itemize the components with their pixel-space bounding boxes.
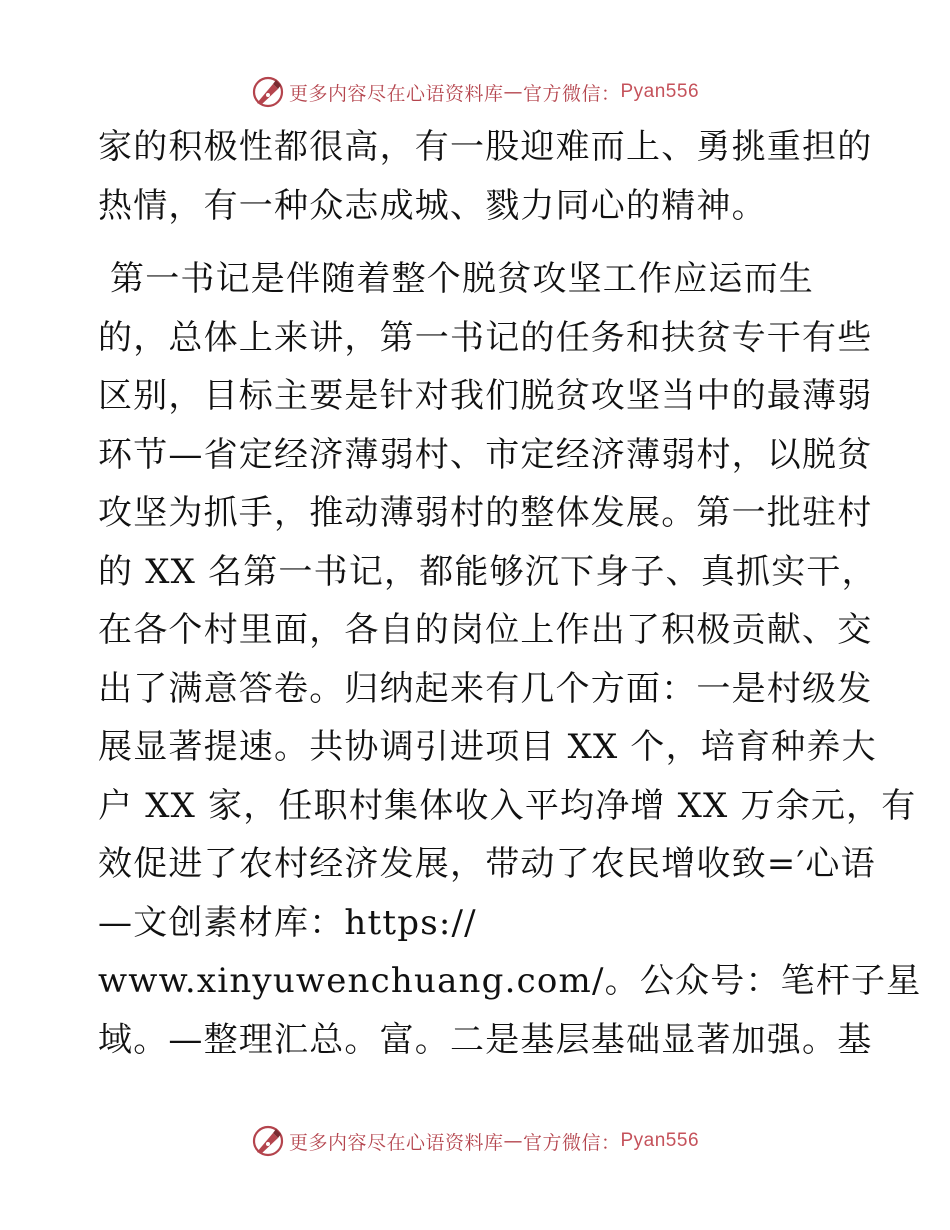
footer-watermark-banner	[0, 1121, 950, 1161]
header-watermark-banner	[0, 72, 950, 112]
pen-nib-logo-icon	[251, 75, 285, 109]
paragraph	[98, 250, 922, 1069]
watermark-main-text: 更多内容尽在心语资料库	[288, 82, 504, 105]
text-line: 区别，目标主要是针对我们脱贫攻坚当中的最薄弱	[98, 376, 873, 416]
watermark-official-label: 官方微信：	[522, 82, 621, 105]
text-line: 在各个村里面，各自的岗位上作出了积极贡献、交	[98, 610, 873, 650]
document-body	[98, 118, 922, 1069]
text-line: 的，总体上来讲，第一书记的任务和扶贫专干有些	[98, 317, 873, 358]
watermark-wechat-id: Pyan556	[620, 81, 700, 102]
pen-nib-logo-icon	[251, 1124, 285, 1158]
text-line: —文创素材库：https://	[98, 902, 477, 943]
text-line: www.xinyuwenchuang.com/。公众号：笔杆子星	[98, 961, 922, 1001]
watermark-main-text: 更多内容尽在心语资料库	[288, 1131, 504, 1154]
text-line: 家的积极性都很高，有一股迎难而上、勇挑重担的	[98, 127, 873, 167]
watermark-dash: —	[503, 1130, 523, 1152]
text-line: 效促进了农村经济发展，带动了农民增收致=′心语	[98, 844, 876, 884]
paragraph-spacer	[98, 235, 858, 250]
text-line: 攻坚为抓手，推动薄弱村的整体发展。第一批驻村	[98, 493, 873, 533]
watermark-wechat-id: Pyan556	[620, 1130, 700, 1151]
text-line: 展显著提速。共协调引进项目 XX 个，培育种养大	[98, 727, 877, 767]
paragraph	[98, 118, 873, 235]
text-line: 热情，有一种众志成城、戮力同心的精神。	[98, 185, 767, 226]
text-line: 的 XX 名第一书记，都能够沉下身子、真抓实干，	[98, 551, 877, 592]
watermark-dash: —	[503, 81, 523, 103]
watermark-official-label: 官方微信：	[522, 1131, 621, 1154]
text-line: 户 XX 家，任职村集体收入平均净增 XX 万余元，有	[98, 785, 917, 826]
text-line: 域。—整理汇总。富。二是基层基础显著加强。基	[98, 1019, 873, 1060]
text-line: 第一书记是伴随着整个脱贫攻坚工作应运而生	[110, 259, 814, 299]
text-line: 环节—省定经济薄弱村、市定经济薄弱村，以脱贫	[98, 434, 873, 475]
text-line: 出了满意答卷。归纳起来有几个方面：一是村级发	[98, 668, 873, 709]
